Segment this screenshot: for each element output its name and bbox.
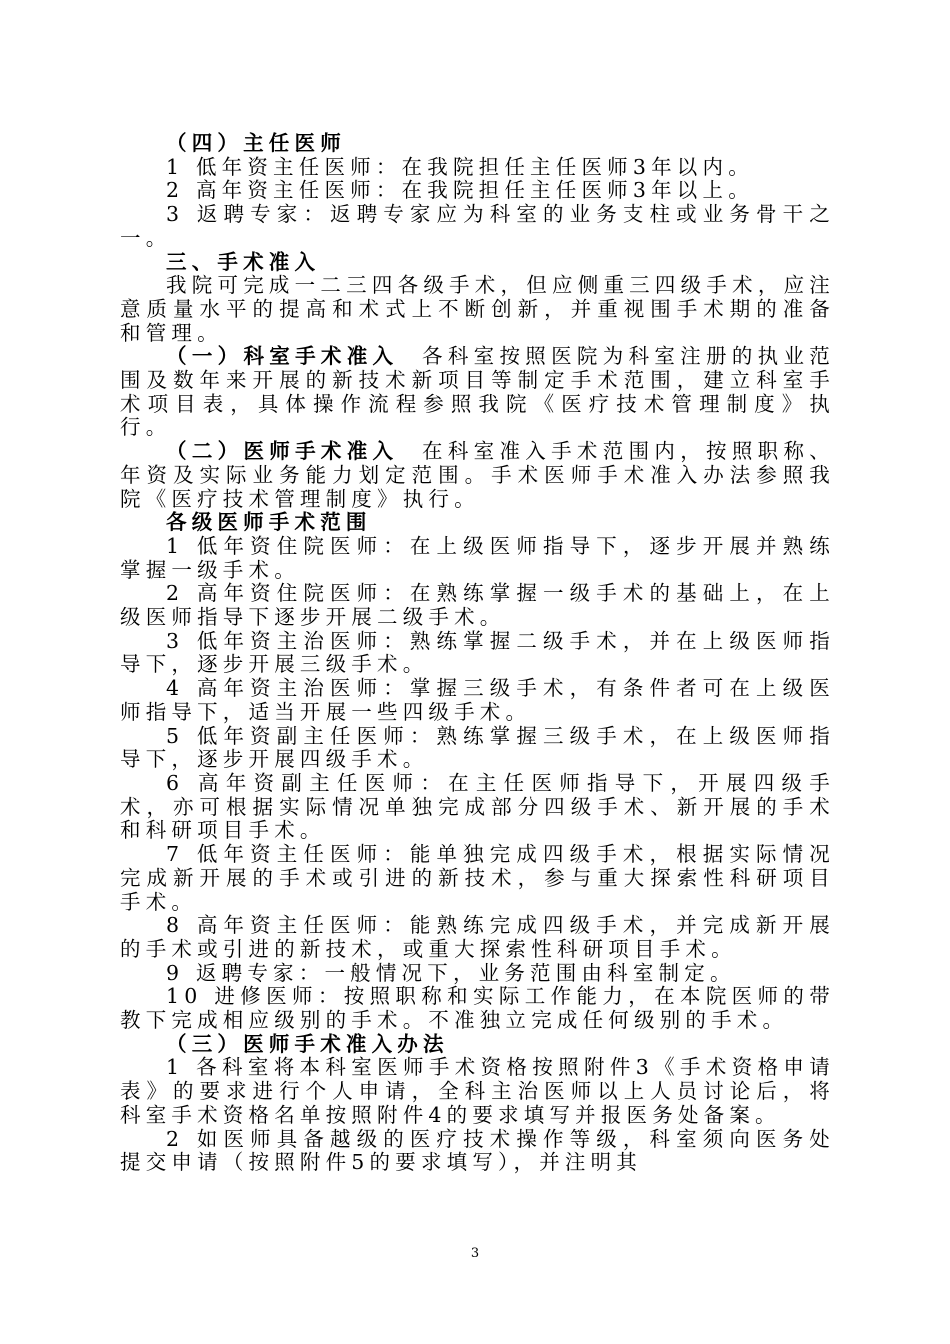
doctor-access-text: 在科室准入手术范围内，按照职称、年资及实际业务能力划定范围。手术医师手术准入办法参照我院《医疗技术管理制度》执行。: [120, 439, 835, 511]
scope-item-8: 8 高年资主任医师：能熟练完成四级手术，并完成新开展的手术或引进的新技术，或重大探索性科研项目手术。: [120, 913, 835, 961]
heading-senior-physician: （四）主任医师: [166, 131, 346, 155]
document-body: [120, 132, 835, 1175]
method-item-1: 1 各科室将本科室医师手术资格按照附件3《手术资格申请表》的要求进行个人申请，全科主治医师以上人员讨论后，将科室手术资格名单按照附件4的要求填写并报医务处备案。: [120, 1055, 835, 1127]
senior-item-2: 2 高年资主任医师：在我院担任主任医师3年以上。: [166, 178, 754, 203]
dept-access-paragraph: [120, 345, 835, 440]
scope-item-3: 3 低年资主治医师：熟练掌握二级手术，并在上级医师指导下，逐步开展三级手术。: [120, 628, 835, 677]
method-item-2: 2 如医师具备越级的医疗技术操作等级，科室须向医务处提交申请（按照附件5的要求填写），并注明其: [120, 1126, 835, 1175]
scope-item-1: 1 低年资住院医师：在上级医师指导下，逐步开展并熟练掌握一级手术。: [120, 533, 835, 582]
scope-item-10: 10 进修医师：按照职称和实际工作能力，在本院医师的带教下完成相应级别的手术。不准独立完成任何级别的手术。: [120, 984, 835, 1033]
scope-item-5: 5 低年资副主任医师：熟练掌握三级手术，在上级医师指导下，逐步开展四级手术。: [120, 723, 835, 772]
dept-access-text: 各科室按照医院为科室注册的执业范围及数年来开展的新技术新项目等制定手术范围，建立科室手术项目表，具体操作流程参照我院《医疗技术管理制度》执行。: [120, 344, 835, 440]
scope-title: 各级医师手术范围: [166, 510, 372, 535]
scope-item-7: 7 低年资主任医师：能单独完成四级手术，根据实际情况完成新开展的手术或引进的新技术，参与重大探索性科研项目手术。: [120, 842, 835, 914]
scope-item-4: 4 高年资主治医师：掌握三级手术，有条件者可在上级医师指导下，适当开展一些四级手术。: [120, 676, 835, 724]
section-three-intro: 我院可完成一二三四各级手术，但应侧重三四级手术，应注意质量水平的提高和术式上不断创新，并重视围手术期的准备和管理。: [120, 273, 835, 345]
doctor-access-title: （二）医师手术准入: [166, 439, 399, 464]
page-number: 3: [470, 1246, 480, 1261]
senior-item-3: 3 返聘专家：返聘专家应为科室的业务支柱或业务骨干之一。: [120, 202, 835, 250]
scope-item-2: 2 高年资住院医师：在熟练掌握一级手术的基础上，在上级医师指导下逐步开展二级手术。: [120, 581, 835, 630]
senior-item-1: 1 低年资主任医师：在我院担任主任医师3年以内。: [166, 154, 754, 179]
scope-item-6: 6 高年资副主任医师：在主任医师指导下，开展四级手术，亦可根据实际情况单独完成部分四级手术、新开展的手术和科研项目手术。: [120, 770, 835, 843]
scope-item-9: 9 返聘专家：一般情况下，业务范围由科室制定。: [166, 960, 736, 985]
method-title: （三）医师手术准入办法: [166, 1031, 449, 1056]
doctor-access-paragraph: [120, 440, 835, 511]
section-three-title: 三、手术准入: [166, 249, 321, 274]
dept-access-title: （一）科室手术准入: [166, 344, 399, 369]
